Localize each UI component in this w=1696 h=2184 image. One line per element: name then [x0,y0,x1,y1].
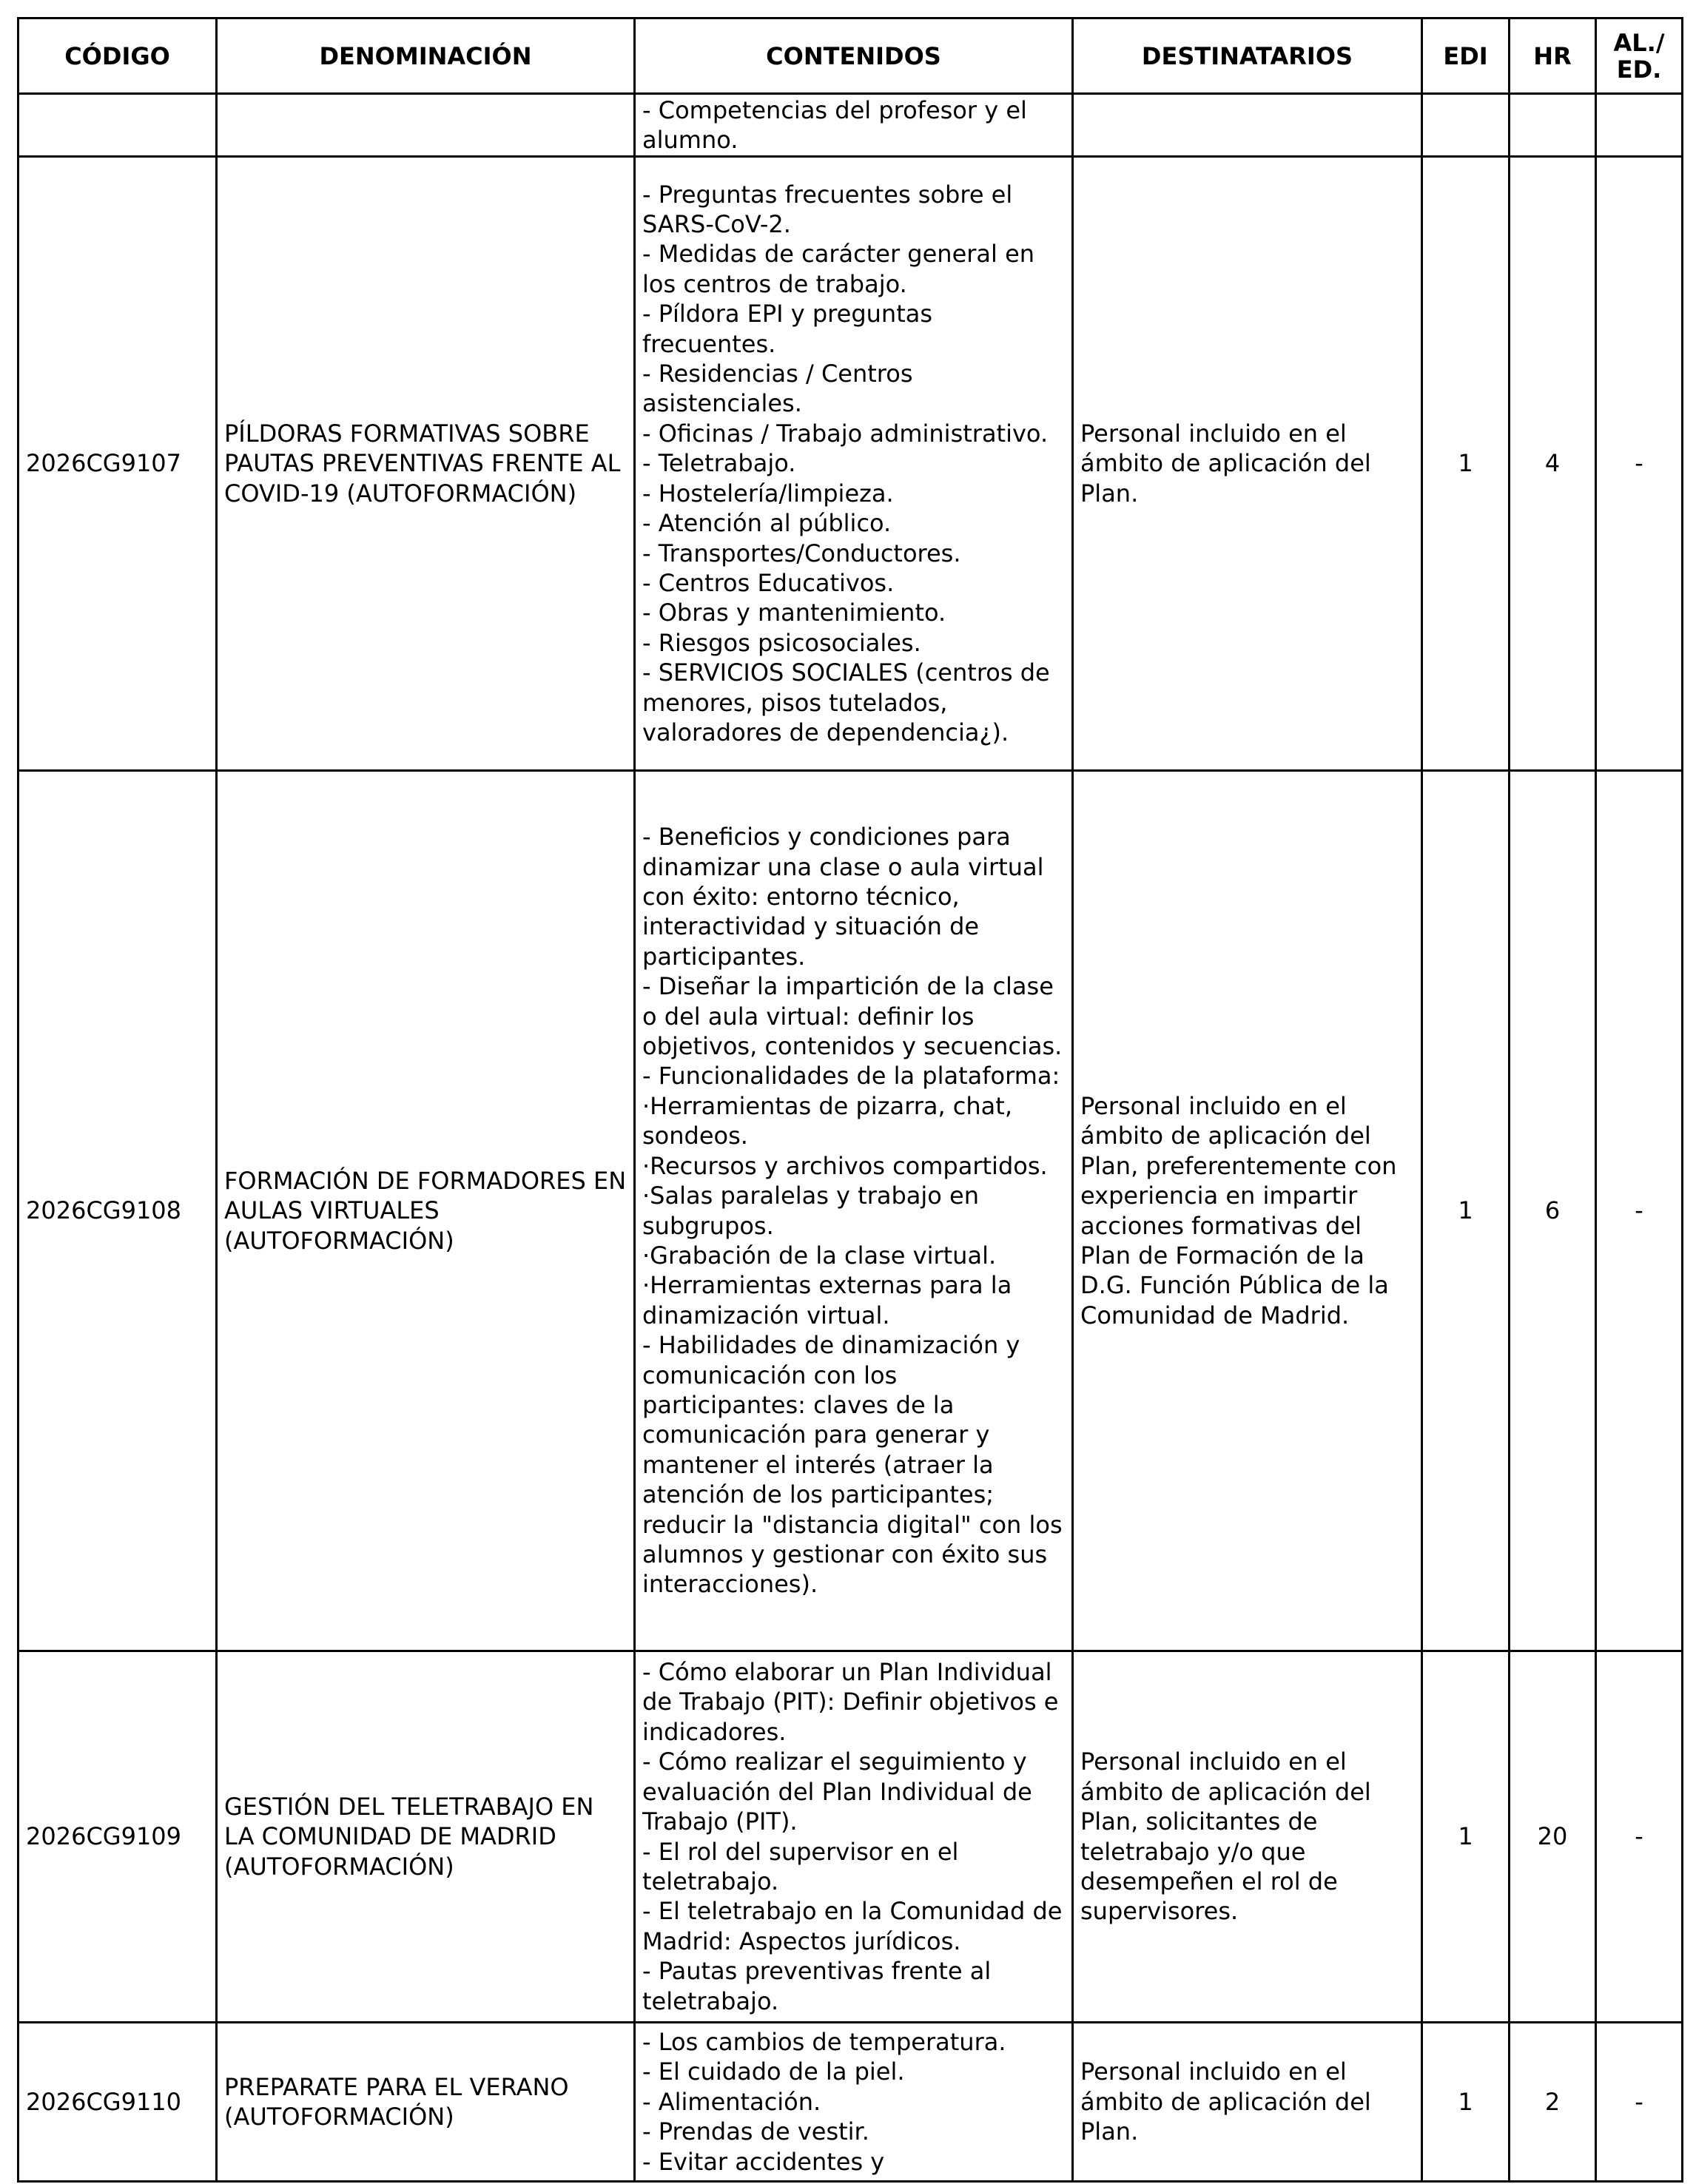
cell-al-ed [1596,94,1683,157]
cell-al-ed: - [1596,2023,1683,2182]
header-row [18,18,1683,94]
cell-denominacion: FORMACIÓN DE FORMADORES EN AULAS VIRTUALES (AUTOFORMACIÓN) [217,771,635,1651]
cell-hr: 20 [1510,1651,1596,2023]
cell-hr [1510,94,1596,157]
cell-codigo [18,94,217,157]
table-row [18,94,1683,157]
header-contenidos: CONTENIDOS [635,18,1073,94]
table-row [18,2023,1683,2182]
cell-al-ed: - [1596,771,1683,1651]
header-codigo: CÓDIGO [18,18,217,94]
cell-destinatarios: Personal incluido en el ámbito de aplicación del Plan. [1073,157,1422,771]
cell-codigo: 2026CG9109 [18,1651,217,2023]
cell-al-ed: - [1596,1651,1683,2023]
table-row [18,157,1683,771]
cell-destinatarios [1073,94,1422,157]
cell-denominacion [217,94,635,157]
cell-contenidos: - Cómo elaborar un Plan Individual de Trabajo (PIT): Definir objetivos e indicadores. - Cómo realizar el seguimiento y evaluación del Plan Individual de Trabajo (PIT). - El rol del supervisor en el teletrabajo. - El teletrabajo en la Comunidad de Madrid: Aspectos jurídicos. - Pautas preventivas frente al teletrabajo. [635,1651,1073,2023]
cell-codigo: 2026CG9107 [18,157,217,771]
cell-codigo: 2026CG9108 [18,771,217,1651]
cell-denominacion: GESTIÓN DEL TELETRABAJO EN LA COMUNIDAD DE MADRID (AUTOFORMACIÓN) [217,1651,635,2023]
cell-codigo: 2026CG9110 [18,2023,217,2182]
cell-contenidos: - Los cambios de temperatura. - El cuidado de la piel. - Alimentación. - Prendas de vestir. - Evitar accidentes y [635,2023,1073,2182]
cell-contenidos: - Beneficios y condiciones para dinamizar una clase o aula virtual con éxito: entorno técnico, interactividad y situación de participantes. - Diseñar la impartición de la clase o del aula virtual: definir los objetivos, contenidos y secuencias. - Funcionalidades de la plataforma: ·Herramientas de pizarra, chat, sondeos. ·Recursos y archivos compartidos. ·Salas paralelas y trabajo en subgrupos. ·Grabación de la clase virtual. ·Herramientas externas para la dinamización virtual. - Habilidades de dinamización y comunicación con los participantes: claves de la comunicación para generar y mantener el interés (atraer la atención de los participantes; reducir la "distancia digital" con los alumnos y gestionar con éxito sus interacciones). [635,771,1073,1651]
cell-hr: 6 [1510,771,1596,1651]
header-hr: HR [1510,18,1596,94]
cell-hr: 2 [1510,2023,1596,2182]
cell-hr: 4 [1510,157,1596,771]
header-edi: EDI [1422,18,1510,94]
header-destinatarios: DESTINATARIOS [1073,18,1422,94]
cell-denominacion: PREPARATE PARA EL VERANO (AUTOFORMACIÓN) [217,2023,635,2182]
header-denominacion: DENOMINACIÓN [217,18,635,94]
cell-edi: 1 [1422,771,1510,1651]
cell-contenidos: - Preguntas frecuentes sobre el SARS-CoV-2. - Medidas de carácter general en los centros de trabajo. - Píldora EPI y preguntas frecuentes. - Residencias / Centros asistenciales. - Oficinas / Trabajo administrativo. - Teletrabajo. - Hostelería/limpieza. - Atención al público. - Transportes/Conductores. - Centros Educativos. - Obras y mantenimiento. - Riesgos psicosociales. - SERVICIOS SOCIALES (centros de menores, pisos tutelados, valoradores de dependencia¿). [635,157,1073,771]
cell-edi: 1 [1422,2023,1510,2182]
course-table [17,17,1683,2183]
table-row [18,1651,1683,2023]
cell-edi: 1 [1422,157,1510,771]
header-al-ed: AL./ ED. [1596,18,1683,94]
table-row [18,771,1683,1651]
cell-destinatarios: Personal incluido en el ámbito de aplicación del Plan. [1073,2023,1422,2182]
cell-destinatarios: Personal incluido en el ámbito de aplicación del Plan, preferentemente con experiencia en impartir acciones formativas del Plan de Formación de la D.G. Función Pública de la Comunidad de Madrid. [1073,771,1422,1651]
cell-edi [1422,94,1510,157]
cell-denominacion: PÍLDORAS FORMATIVAS SOBRE PAUTAS PREVENTIVAS FRENTE AL COVID-19 (AUTOFORMACIÓN) [217,157,635,771]
cell-destinatarios: Personal incluido en el ámbito de aplicación del Plan, solicitantes de teletrabajo y/o que desempeñen el rol de supervisores. [1073,1651,1422,2023]
cell-contenidos: - Competencias del profesor y el alumno. [635,94,1073,157]
cell-al-ed: - [1596,157,1683,771]
cell-edi: 1 [1422,1651,1510,2023]
